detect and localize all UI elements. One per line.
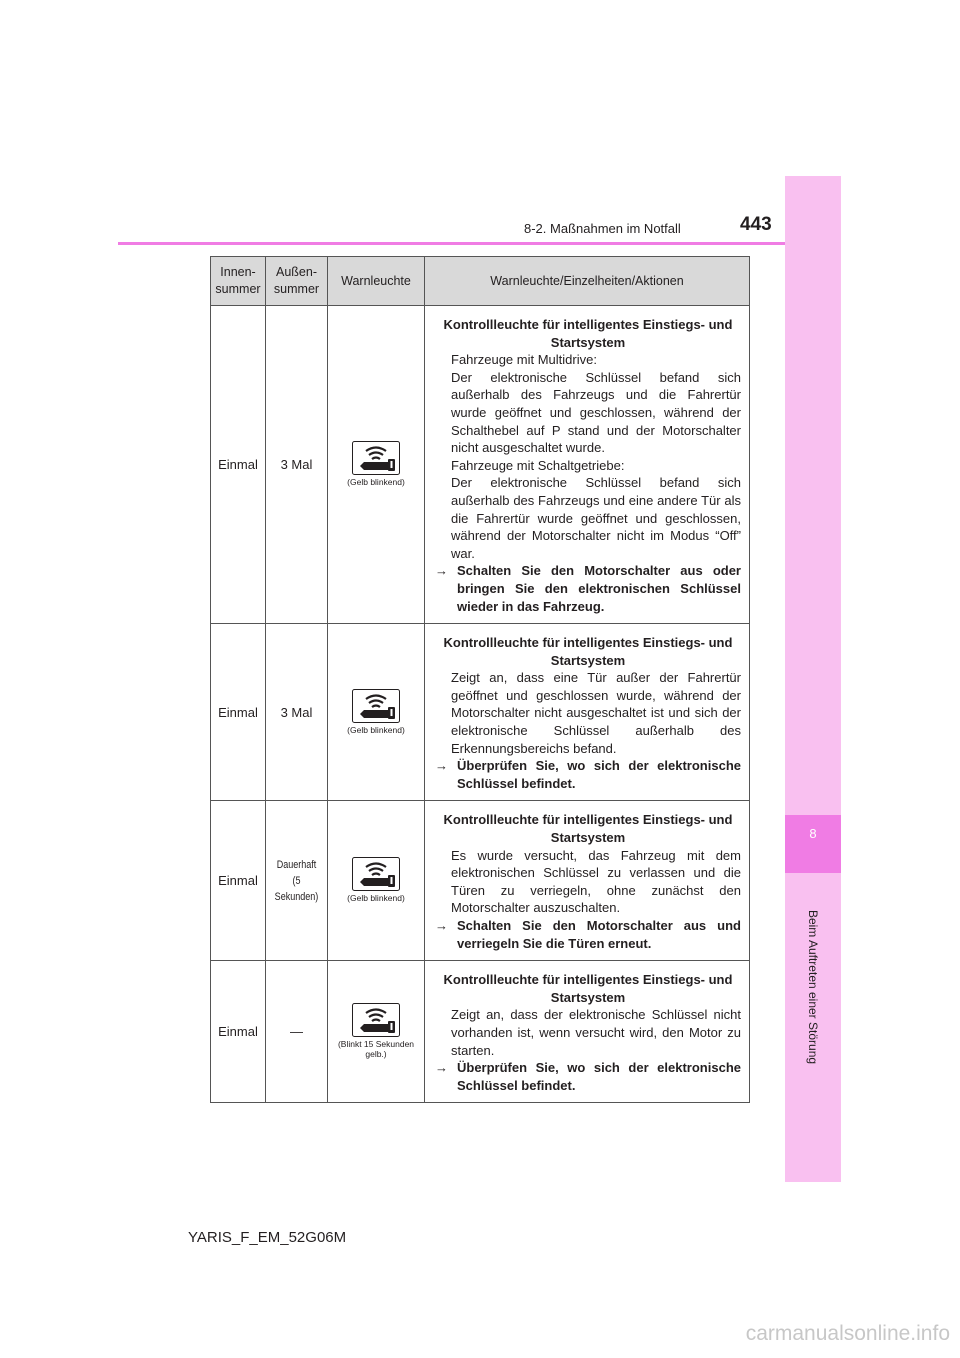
indicator-title: Kontrollleuchte für intelligentes Einstiegs- und Startsystem: [443, 972, 733, 1005]
section-title: 8-2. Maßnahmen im Notfall: [524, 221, 681, 236]
document-code: YARIS_F_EM_52G06M: [188, 1229, 347, 1246]
inner-buzzer-cell: Einmal: [211, 624, 266, 801]
arrow-icon: →: [435, 563, 448, 579]
details-cell: [425, 961, 750, 1103]
warning-light-cell: [328, 624, 425, 801]
indicator-wrap: [347, 441, 405, 487]
col-details-actions: Warnleuchte/Einzelheiten/Aktionen: [425, 257, 750, 306]
warning-light-cell: [328, 801, 425, 961]
chapter-number: 8: [809, 826, 817, 841]
table-row: [211, 961, 750, 1103]
table-header-row: [211, 257, 750, 306]
smart-key-indicator-icon: [352, 857, 400, 891]
col-inner-buzzer: Innen- summer: [211, 257, 266, 306]
outer-buzzer-text: 3 Mal: [280, 704, 313, 720]
watermark: carmanualsonline.info: [745, 1322, 950, 1345]
outer-buzzer-text: 3 Mal: [280, 457, 313, 473]
detail-line: Fahrzeuge mit Schaltgetriebe:: [451, 457, 625, 473]
warning-table: [210, 256, 750, 1103]
action-label: Schalten Sie den Motorschalter aus oder bringen Sie den elektronischen Schlüssel wieder in das Fahrzeug.: [457, 563, 741, 614]
action-text: [435, 757, 741, 792]
indicator-caption: (Gelb blinkend): [347, 893, 405, 904]
indicator-title: Kontrollleuchte für intelligentes Einstiegs- und Startsystem: [443, 812, 733, 846]
outer-buzzer-cell: [266, 624, 328, 801]
details-cell: [425, 306, 750, 624]
detail-line: Zeigt an, dass eine Tür außer der Fahrertür geöffnet und geschlossen wurde, während der Motorschalter nicht ausgeschaltet ist und sich der elektronische Schlüssel außerhalb des Erkennungsbereichs befand.: [451, 670, 741, 756]
smart-key-indicator-icon: [352, 1003, 400, 1037]
action-label: Schalten Sie den Motorschalter aus und verriegeln Sie die Türen erneut.: [457, 918, 741, 951]
indicator-title: Kontrollleuchte für intelligentes Einstiegs- und Startsystem: [443, 317, 733, 350]
outer-buzzer-text: Dauerhaft (5 Sekunden): [274, 858, 319, 903]
detail-line: Fahrzeuge mit Multidrive:: [451, 352, 597, 368]
page-number: 443: [740, 214, 772, 235]
chapter-number-box: [785, 815, 841, 873]
col-outer-buzzer: Außen- summer: [266, 257, 328, 306]
outer-buzzer-text: —: [290, 1024, 303, 1040]
col-warning-light: Warnleuchte: [328, 257, 425, 306]
warning-light-cell: [328, 306, 425, 624]
detail-line: Es wurde versucht, das Fahrzeug mit dem elektronischen Schlüssel zu verlassen und die Türen zu verriegeln, ohne zunächst den Motorschalter auszuschalten.: [451, 847, 741, 916]
action-text: [435, 562, 741, 615]
table-row: [211, 306, 750, 624]
outer-buzzer-cell: [266, 306, 328, 624]
indicator-title: Kontrollleuchte für intelligentes Einstiegs- und Startsystem: [443, 635, 733, 668]
details-cell: [425, 624, 750, 801]
detail-line: Zeigt an, dass der elektronische Schlüssel nicht vorhanden ist, wenn versucht wird, den Motor zu starten.: [451, 1007, 741, 1058]
indicator-wrap: [347, 689, 405, 735]
inner-buzzer-cell: Einmal: [211, 961, 266, 1103]
table-row: [211, 801, 750, 961]
inner-buzzer-cell: Einmal: [211, 306, 266, 624]
indicator-wrap: [347, 857, 405, 903]
inner-buzzer-cell: Einmal: [211, 801, 266, 961]
action-text: [435, 1059, 741, 1094]
arrow-icon: →: [435, 758, 448, 774]
table-row: [211, 624, 750, 801]
detail-line: Der elektronische Schlüssel befand sich außerhalb des Fahrzeugs und eine andere Tür als die Fahrertür wurde geöffnet und geschlossen, während der Motorschalter nicht im Modus “Off” war.: [451, 475, 741, 561]
arrow-icon: →: [435, 918, 448, 933]
chapter-title: Beim Auftreten einer Störung: [806, 909, 820, 1065]
outer-buzzer-cell: [266, 961, 328, 1103]
indicator-caption: (Gelb blinkend): [347, 724, 405, 735]
header-rule: [118, 242, 785, 245]
outer-buzzer-cell: [266, 801, 328, 961]
warning-light-cell: [328, 961, 425, 1103]
action-label: Überprüfen Sie, wo sich der elektronische Schlüssel befindet.: [457, 1060, 741, 1093]
indicator-caption: (Blinkt 15 Sekunden gelb.): [337, 1039, 415, 1060]
details-cell: [425, 801, 750, 961]
action-text: [435, 917, 741, 952]
arrow-icon: →: [435, 1060, 448, 1076]
indicator-wrap: [329, 1003, 423, 1059]
smart-key-indicator-icon: [352, 441, 400, 475]
action-label: Überprüfen Sie, wo sich der elektronische Schlüssel befindet.: [457, 758, 741, 791]
detail-line: Der elektronische Schlüssel befand sich außerhalb des Fahrzeugs und die Fahrertür wurde geöffnet und geschlossen, während der Schalthebel auf P stand und der Motorschalter nicht ausgeschaltet wurde.: [451, 369, 741, 456]
smart-key-indicator-icon: [352, 689, 400, 723]
indicator-caption: (Gelb blinkend): [347, 477, 405, 488]
